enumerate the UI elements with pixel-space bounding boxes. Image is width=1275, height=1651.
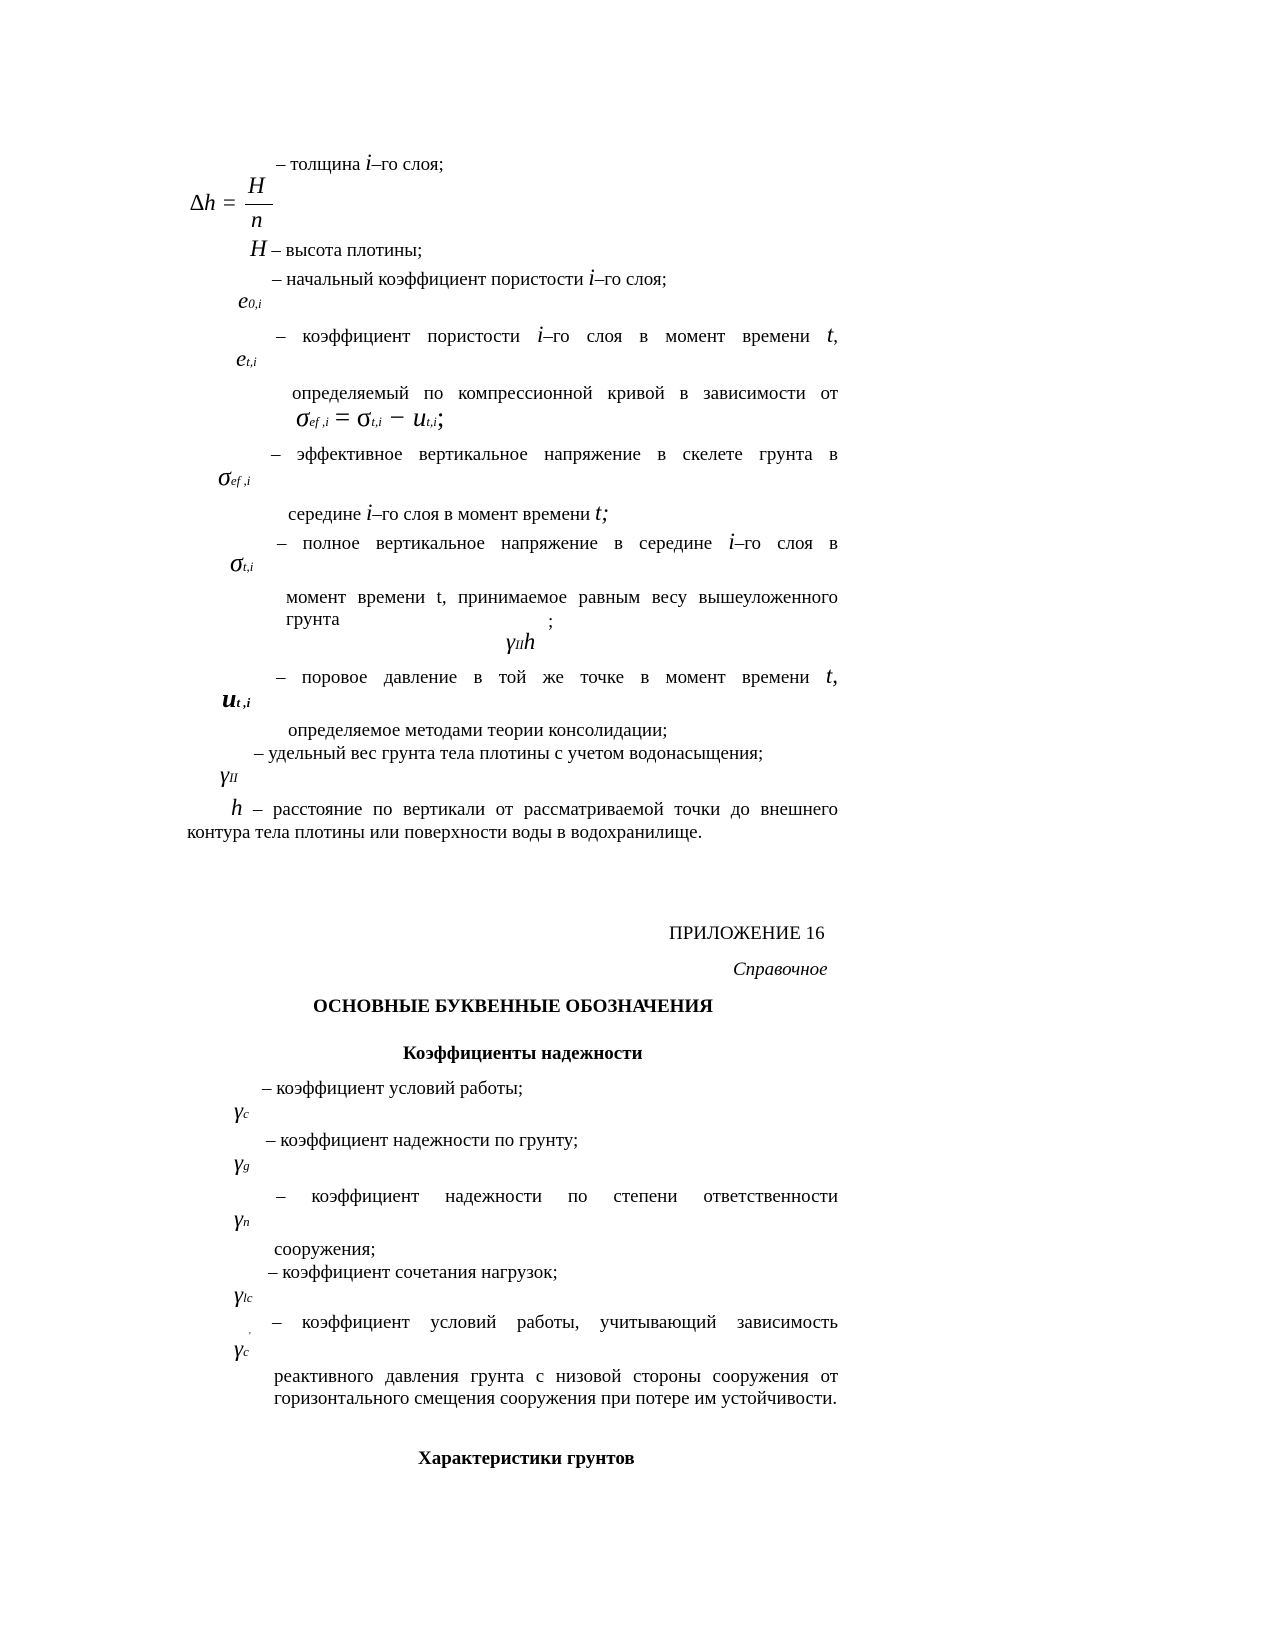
distance-sym: h: [231, 795, 243, 820]
porosity0-symbol: [238, 290, 262, 315]
coef-c-text: – коэффициент условий работы;: [262, 1078, 524, 1099]
coef-lc-text: – коэффициент сочетания нагрузок;: [268, 1262, 558, 1283]
appendix-title: [313, 996, 713, 1018]
coef-n-text: – коэффициент надежности по степени ответственности: [276, 1186, 838, 1207]
porosity-t-mid: –го слоя в момент времени: [543, 326, 810, 347]
porosity-t-text: – коэффициент пористости: [276, 326, 521, 347]
formula-lhs: ∆h =: [190, 190, 237, 215]
gamma-h-symbol: [506, 631, 535, 656]
coef-cp-sub: c: [243, 1344, 249, 1359]
total-stress-sym: σ: [230, 548, 243, 577]
coef-n-symbol: [234, 1208, 250, 1233]
distance-cont-text: контура тела плотины или поверхности воды в водохранилище.: [187, 822, 703, 843]
coef-g-sym: γ: [234, 1150, 244, 1175]
sigma-formula-sub1: ef ,i: [309, 414, 329, 429]
coef-g-sub: g: [243, 1158, 250, 1173]
porosity0-i: i: [588, 265, 595, 290]
coef-cp-symbol: [234, 1338, 249, 1363]
delta-h-formula: [190, 175, 280, 235]
pore-line: [276, 665, 838, 689]
coef-n-sub: n: [243, 1214, 250, 1229]
total-stress-semicolon: ;: [548, 611, 554, 632]
distance-text: – расстояние по вертикали от рассматриваемой точки до внешнего: [252, 799, 838, 820]
coef-c-symbol: [234, 1100, 249, 1125]
coef-cp-prime: [249, 1326, 251, 1348]
porosity-t-sub: t,i: [246, 354, 257, 369]
coef-c-line: [262, 1078, 523, 1100]
porosity0-sym: e: [238, 288, 249, 313]
fraction-bar: [245, 204, 273, 205]
porosity0-tail: –го слоя;: [594, 269, 667, 290]
appendix-kind-text: Справочное: [733, 959, 828, 980]
dam-height-line: [250, 238, 422, 262]
porosity-t-sym: e: [236, 346, 247, 371]
coef-cp-cont: [274, 1366, 838, 1410]
porosity-t-cont: [292, 383, 838, 405]
eff-stress-symbol: [218, 462, 251, 492]
coef-c-sym: γ: [234, 1098, 244, 1123]
total-stress-text: – полное вертикальное напряжение в середине: [277, 533, 713, 554]
pore-cont-text: определяемое методами теории консолидации;: [288, 720, 668, 741]
section-reliability-text: Коэффициенты надежности: [403, 1043, 643, 1064]
gamma-h-sym: γ: [506, 629, 516, 654]
eff-stress-sub: ef ,i: [230, 473, 251, 488]
coef-cp-cont-text: реактивного давления грунта с низовой стороны сооружения от горизонтального смещения сооружения при потере им устойчивости.: [274, 1366, 838, 1409]
eff-stress-sym: σ: [218, 462, 231, 491]
distance-line: [231, 797, 838, 821]
porosity-t-i: i: [536, 322, 544, 347]
coef-g-text: – коэффициент надежности по грунту;: [266, 1130, 579, 1151]
appendix-title-text: ОСНОВНЫЕ БУКВЕННЫЕ ОБОЗНАЧЕНИЯ: [313, 996, 713, 1017]
dam-height-symbol: H: [250, 236, 267, 261]
coef-cp-line: [272, 1312, 838, 1334]
porosity0-text: – начальный коэффициент пористости: [272, 269, 584, 290]
distance-cont: [187, 822, 702, 844]
layer-thickness-i: i: [365, 150, 372, 175]
coef-lc-line: [268, 1262, 558, 1284]
eff-stress-line: [271, 444, 838, 466]
unit-weight-line: [254, 743, 763, 765]
pore-text: – поровое давление в той же точке в момент времени: [276, 667, 810, 688]
coef-g-symbol: [234, 1152, 250, 1177]
pore-t: t,: [825, 663, 839, 688]
coef-c-sub: c: [243, 1106, 249, 1121]
section-reliability: [403, 1043, 643, 1065]
sigma-formula: [296, 402, 445, 433]
pore-cont: [288, 720, 668, 742]
section-soil: [418, 1448, 635, 1470]
eff-stress-cont: [288, 502, 609, 526]
eff-stress-cont2: –го слоя в момент времени: [372, 504, 591, 525]
layer-thickness-line: [276, 152, 444, 176]
coef-n-sym: γ: [234, 1206, 244, 1231]
dam-height-text: – высота плотины;: [271, 240, 423, 261]
sigma-formula-minus: − u: [387, 402, 427, 432]
sigma-formula-sub3: t,i: [426, 414, 437, 429]
total-stress-cont: [286, 587, 838, 631]
unit-weight-sub: II: [229, 770, 238, 785]
sigma-formula-end: ;: [436, 402, 445, 432]
unit-weight-symbol: [220, 764, 238, 789]
coef-cp-text: – коэффициент условий работы, учитывающий зависимость: [272, 1312, 838, 1333]
pore-sym: u: [222, 684, 237, 713]
formula-numerator: H: [248, 173, 265, 198]
eff-stress-text: – эффективное вертикальное напряжение в скелете грунта в: [271, 444, 838, 465]
total-stress-cont-end: [548, 611, 553, 633]
gamma-h-h: h: [523, 629, 536, 654]
eff-stress-cont-i: i: [365, 500, 373, 525]
total-stress-line: [277, 531, 838, 555]
layer-thickness-tail: –го слоя;: [371, 154, 444, 175]
eff-stress-cont-t: t;: [594, 500, 610, 525]
coef-cp-prime-mark: ': [249, 1331, 251, 1342]
coef-n-line: [276, 1186, 838, 1208]
layer-thickness-text: – толщина: [276, 154, 361, 175]
pore-sub: t ,i: [236, 695, 251, 710]
total-stress-tail: –го слоя в: [734, 533, 838, 554]
total-stress-cont-text: момент времени t, принимаемое равным весу вышеуложенного грунта: [286, 587, 838, 630]
porosity-t-line: [276, 324, 838, 348]
unit-weight-text: – удельный вес грунта тела плотины с учетом водонасыщения;: [254, 743, 764, 764]
appendix-label: [669, 923, 825, 945]
porosity-t-comma: ,: [833, 326, 839, 347]
porosity-t-t: t: [826, 322, 834, 347]
appendix-kind: [733, 959, 828, 981]
total-stress-symbol: [230, 548, 254, 578]
eff-stress-cont1: середине: [288, 504, 362, 525]
coef-lc-sub: lc: [243, 1290, 253, 1305]
coef-lc-symbol: [234, 1284, 252, 1309]
coef-g-line: [266, 1130, 578, 1152]
porosity0-line: [272, 267, 667, 291]
total-stress-sub: t,i: [242, 559, 254, 574]
unit-weight-sym: γ: [220, 762, 230, 787]
sigma-formula-sym: σ: [296, 402, 310, 432]
gamma-h-sub: II: [515, 637, 524, 652]
total-stress-i: i: [728, 529, 735, 554]
coef-n-cont: [274, 1239, 376, 1261]
sigma-formula-eq: = σ: [334, 402, 372, 432]
section-soil-text: Характеристики грунтов: [418, 1448, 635, 1469]
coef-n-cont-text: сооружения;: [274, 1239, 376, 1260]
porosity0-sub: 0,i: [248, 296, 262, 311]
sigma-formula-sub2: t,i: [371, 414, 382, 429]
coef-cp-sym: γ: [234, 1336, 244, 1361]
formula-denominator: n: [251, 207, 263, 232]
porosity-t-cont-text: определяемый по компрессионной кривой в зависимости от: [292, 383, 838, 404]
pore-symbol: [222, 684, 251, 714]
coef-lc-sym: γ: [234, 1282, 244, 1307]
appendix-label-text: ПРИЛОЖЕНИЕ 16: [669, 923, 825, 944]
porosity-t-symbol: [236, 348, 257, 373]
